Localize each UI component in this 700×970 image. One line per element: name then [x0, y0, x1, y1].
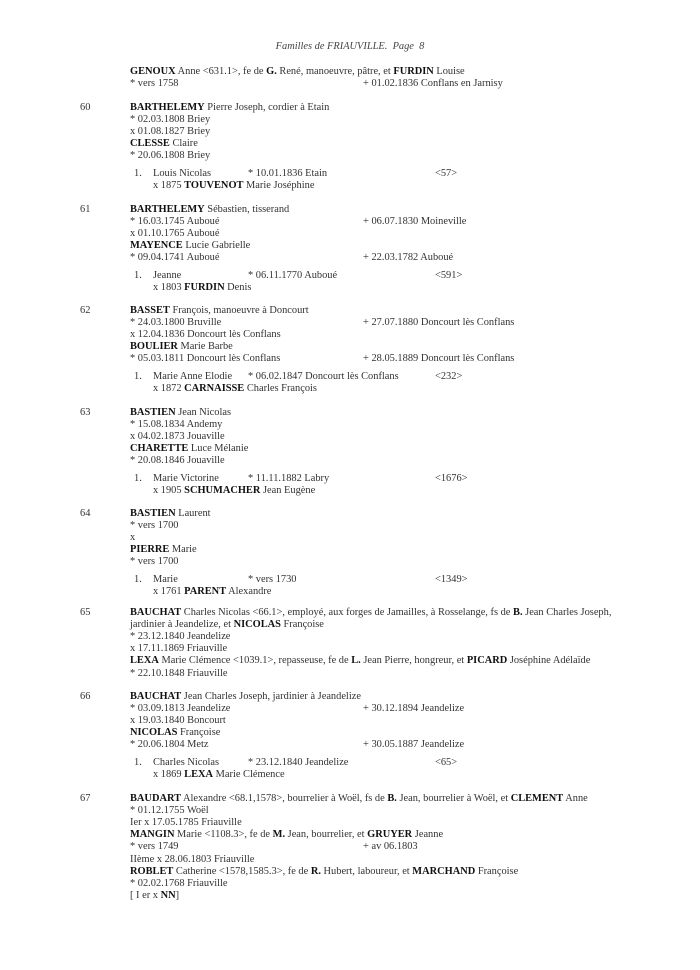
- entry-number: 63: [80, 407, 91, 418]
- text-run: * 03.09.1813 Jeandelize: [130, 703, 231, 715]
- death-date: + 27.07.1880 Doncourt lès Conflans: [363, 317, 515, 329]
- text-run: x 04.02.1873 Jouaville: [130, 431, 225, 443]
- entry-line: [130, 805, 209, 817]
- text-run: x 19.03.1840 Boncourt: [130, 715, 226, 727]
- text-run: x 1872: [153, 382, 185, 394]
- entry-line: [130, 520, 178, 532]
- surname: MAYENCE: [130, 240, 183, 252]
- text-run: * 22.10.1848 Friauville: [130, 667, 228, 679]
- death-date: + 30.12.1894 Jeandelize: [363, 703, 465, 715]
- entry-line: [130, 619, 324, 631]
- surname: M.: [272, 829, 286, 841]
- text-run: Marie Clémence <1039.1>, repasseuse, fe de: [158, 655, 352, 667]
- text-run: * 02.02.1768 Friauville: [130, 877, 228, 889]
- entry-line: [130, 793, 588, 805]
- child-ref: <591>: [435, 269, 463, 281]
- entry-line: [130, 150, 210, 162]
- child-marriage: [153, 282, 251, 294]
- surname: B.: [387, 793, 397, 804]
- page-header: Familles de FRIAUVILLE. Page 8: [275, 41, 425, 52]
- text-run: Charles Nicolas <66.1>, employé, aux forges de Jamailles, à Rosselange, fs de: [181, 607, 514, 618]
- surname: PICARD: [466, 655, 508, 667]
- text-run: jardinier à Jeandelize, et: [130, 619, 234, 631]
- entry-line: [130, 607, 611, 619]
- text-run: Joséphine Adélaïde: [507, 655, 591, 667]
- text-run: x 1875: [153, 179, 185, 191]
- child-birth: * 10.01.1836 Etain: [248, 167, 328, 179]
- entry-line: [130, 78, 178, 90]
- surname: BOULIER: [130, 341, 178, 353]
- text-run: François, manoeuvre à Doncourt: [169, 305, 309, 316]
- surname: BAUCHAT: [130, 691, 182, 702]
- text-run: Jean Eugène: [260, 484, 316, 496]
- text-run: ]: [175, 889, 180, 901]
- text-run: x: [130, 532, 136, 544]
- surname: GENOUX: [130, 66, 176, 77]
- text-run: Louise: [433, 66, 465, 77]
- child-index: 1.: [134, 269, 142, 281]
- child-marriage: [153, 586, 271, 598]
- text-run: x 1761: [153, 585, 185, 597]
- child-ref: <1349>: [435, 573, 468, 585]
- text-run: Hubert, laboureur, et: [320, 865, 413, 877]
- text-run: Jean, bourrelier, et: [285, 829, 368, 841]
- entry-number: 65: [80, 607, 91, 618]
- child-index: 1.: [134, 756, 142, 768]
- child-ref: <1676>: [435, 472, 468, 484]
- child-marriage: [153, 769, 285, 781]
- child-ref: <65>: [435, 756, 458, 768]
- text-run: Marie Barbe: [177, 341, 233, 353]
- entry-number: 64: [80, 508, 91, 519]
- entry-line: [130, 317, 221, 329]
- surname: CARNAISSE: [184, 382, 245, 394]
- surname: BARTHELEMY: [130, 102, 205, 113]
- text-run: x 1905: [153, 484, 185, 496]
- text-run: Françoise: [280, 619, 324, 631]
- surname: PIERRE: [130, 544, 170, 556]
- text-run: Denis: [224, 281, 252, 293]
- text-run: x 1869: [153, 768, 185, 780]
- entry-line: [130, 655, 590, 667]
- text-run: Marie: [169, 544, 197, 556]
- entry-line: [130, 216, 219, 228]
- text-run: x 01.08.1827 Briey: [130, 126, 211, 138]
- text-run: * vers 1749: [130, 841, 179, 853]
- entry-number: 60: [80, 102, 91, 113]
- entry-line: [130, 204, 289, 216]
- surname: ROBLET: [130, 865, 174, 877]
- text-run: * vers 1700: [130, 520, 179, 532]
- text-run: * 16.03.1745 Auboué: [130, 216, 220, 228]
- entry-line: [130, 252, 219, 264]
- surname: R.: [310, 865, 321, 877]
- entry-line: [130, 691, 361, 703]
- surname: BAUDART: [130, 793, 182, 804]
- text-run: Pierre Joseph, cordier à Etain: [204, 102, 330, 113]
- text-run: * 09.04.1741 Auboué: [130, 252, 220, 264]
- text-run: Sébastien, tisserand: [204, 204, 290, 215]
- surname: BARTHELEMY: [130, 204, 205, 215]
- text-run: x 1803: [153, 281, 185, 293]
- text-run: Luce Mélanie: [188, 443, 249, 455]
- text-run: Marie Joséphine: [243, 179, 315, 191]
- surname: MANGIN: [130, 829, 175, 841]
- child-birth: * 06.11.1770 Auboué: [248, 269, 338, 281]
- entry-line: [130, 114, 210, 126]
- surname: NICOLAS: [233, 619, 281, 631]
- entry-line: [130, 305, 309, 317]
- header-title: Familles de FRIAUVILLE: [275, 41, 385, 52]
- child-index: 1.: [134, 573, 142, 585]
- text-run: x 01.10.1765 Auboué: [130, 228, 220, 240]
- text-run: Marie Clémence: [213, 768, 285, 780]
- text-run: Claire: [169, 138, 198, 150]
- surname: CLESSE: [130, 138, 170, 150]
- text-run: * 24.03.1800 Bruville: [130, 317, 222, 329]
- text-run: Ier x 17.05.1785 Friauville: [130, 817, 242, 829]
- text-run: Laurent: [175, 508, 211, 519]
- entry-line: [130, 353, 280, 365]
- text-run: * 05.03.1811 Doncourt lès Conflans: [130, 353, 281, 365]
- text-run: Anne <631.1>, fe de: [175, 66, 267, 77]
- entry-number: 66: [80, 691, 91, 702]
- child-birth: * 11.11.1882 Labry: [248, 472, 330, 484]
- text-run: [ I er x: [130, 889, 161, 901]
- death-date: + 01.02.1836 Conflans en Jarnisy: [363, 78, 503, 90]
- entry-line: [130, 829, 443, 841]
- text-run: Jean Charles Joseph,: [522, 607, 612, 618]
- text-run: Alexandre: [226, 585, 272, 597]
- entry-line: [130, 455, 225, 467]
- entry-line: [130, 556, 178, 568]
- text-run: Jean Charles Joseph, jardinier à Jeandelize: [181, 691, 361, 702]
- entry-line: [130, 866, 518, 878]
- surname: TOUVENOT: [184, 179, 244, 191]
- text-run: Lucie Gabrielle: [182, 240, 251, 252]
- text-run: Jeanne: [412, 829, 444, 841]
- child-name: Jeanne: [153, 269, 182, 281]
- child-index: 1.: [134, 167, 142, 179]
- text-run: * 02.03.1808 Briey: [130, 114, 211, 126]
- text-run: Françoise: [475, 865, 519, 877]
- surname: G.: [266, 66, 277, 77]
- entry-number: 61: [80, 204, 91, 215]
- surname: B.: [513, 607, 523, 618]
- text-run: Alexandre <68.1,1578>, bourrelier à Woël, fs de: [181, 793, 388, 804]
- child-birth: * 23.12.1840 Jeandelize: [248, 756, 349, 768]
- child-name: Marie Victorine: [153, 472, 219, 484]
- entry-line: [130, 854, 254, 866]
- surname: CLEMENT: [510, 793, 564, 804]
- text-run: Charles François: [244, 382, 317, 394]
- surname: NICOLAS: [130, 727, 178, 739]
- surname: FURDIN: [393, 66, 434, 77]
- entry-line: [130, 727, 220, 739]
- text-run: Catherine <1578,1585.3>, fe de: [173, 865, 311, 877]
- entry-line: [130, 240, 250, 252]
- surname: SCHUMACHER: [184, 484, 261, 496]
- entry-line: [130, 817, 242, 829]
- text-run: * vers 1700: [130, 556, 179, 568]
- entry-line: [130, 138, 198, 150]
- text-run: * 01.12.1755 Woël: [130, 805, 209, 817]
- entry-line: [130, 126, 210, 138]
- child-marriage: [153, 485, 315, 497]
- entry-line: [130, 544, 197, 556]
- surname: GRUYER: [367, 829, 413, 841]
- death-date: + 30.05.1887 Jeandelize: [363, 739, 465, 751]
- child-name: Marie: [153, 573, 178, 585]
- entry-line: [130, 715, 226, 727]
- surname: FURDIN: [184, 281, 225, 293]
- child-name: Louis Nicolas: [153, 167, 212, 179]
- entry-line: [130, 841, 178, 853]
- surname: BASTIEN: [130, 508, 176, 519]
- surname: LEXA: [130, 655, 159, 667]
- text-run: IIème x 28.06.1803 Friauville: [130, 853, 255, 865]
- entry-line: [130, 508, 211, 520]
- child-ref: <232>: [435, 370, 463, 382]
- entry-line: [130, 443, 248, 455]
- death-date: + av 06.1803: [363, 841, 418, 853]
- text-run: Jean, bourrelier à Woël, et: [396, 793, 511, 804]
- entry-number: 67: [80, 793, 91, 804]
- death-date: + 06.07.1830 Moineville: [363, 216, 467, 228]
- text-run: Françoise: [177, 727, 221, 739]
- text-run: * vers 1758: [130, 78, 179, 90]
- text-run: Marie <1108.3>, fe de: [174, 829, 273, 841]
- entry-line: [130, 407, 231, 419]
- entry-line: [130, 66, 465, 78]
- child-index: 1.: [134, 472, 142, 484]
- text-run: René, manoeuvre, pâtre, et: [276, 66, 394, 77]
- surname: PARENT: [184, 585, 227, 597]
- child-name: Charles Nicolas: [153, 756, 220, 768]
- surname: BASSET: [130, 305, 170, 316]
- text-run: * 23.12.1840 Jeandelize: [130, 631, 231, 643]
- entry-line: [130, 643, 227, 655]
- text-run: Anne: [563, 793, 588, 804]
- entry-line: [130, 890, 179, 902]
- text-run: * 20.06.1808 Briey: [130, 150, 211, 162]
- surname: BASTIEN: [130, 407, 176, 418]
- text-run: x 17.11.1869 Friauville: [130, 643, 228, 655]
- entry-line: [130, 102, 329, 114]
- surname: CHARETTE: [130, 443, 189, 455]
- entry-line: [130, 631, 230, 643]
- entry-line: [130, 668, 228, 680]
- entry-line: [130, 739, 209, 751]
- death-date: + 28.05.1889 Doncourt lès Conflans: [363, 353, 515, 365]
- surname: L.: [351, 655, 361, 667]
- text-run: * 20.06.1804 Metz: [130, 739, 209, 751]
- text-run: x 12.04.1836 Doncourt lès Conflans: [130, 329, 281, 341]
- entry-number: 62: [80, 305, 91, 316]
- child-ref: <57>: [435, 167, 458, 179]
- entry-line: [130, 703, 230, 715]
- entry-line: [130, 419, 222, 431]
- death-date: + 22.03.1782 Auboué: [363, 252, 454, 264]
- surname: MARCHAND: [412, 865, 476, 877]
- child-marriage: [153, 180, 314, 192]
- entry-line: [130, 341, 233, 353]
- child-index: 1.: [134, 370, 142, 382]
- text-run: * 15.08.1834 Andemy: [130, 419, 223, 431]
- entry-line: [130, 431, 225, 443]
- child-marriage: [153, 383, 317, 395]
- entry-line: [130, 329, 281, 341]
- surname: LEXA: [184, 768, 214, 780]
- entry-line: [130, 228, 219, 240]
- header-page-label: Page: [392, 41, 414, 52]
- child-birth: * 06.02.1847 Doncourt lès Conflans: [248, 370, 399, 382]
- text-run: Jean Nicolas: [175, 407, 232, 418]
- header-page-number: 8: [419, 41, 425, 52]
- child-birth: * vers 1730: [248, 573, 297, 585]
- entry-line: [130, 878, 228, 890]
- entry-line: [130, 532, 135, 544]
- surname: BAUCHAT: [130, 607, 182, 618]
- surname: NN: [160, 889, 176, 901]
- text-run: * 20.08.1846 Jouaville: [130, 455, 225, 467]
- child-name: Marie Anne Elodie: [153, 370, 233, 382]
- text-run: Jean Pierre, hongreur, et: [360, 655, 467, 667]
